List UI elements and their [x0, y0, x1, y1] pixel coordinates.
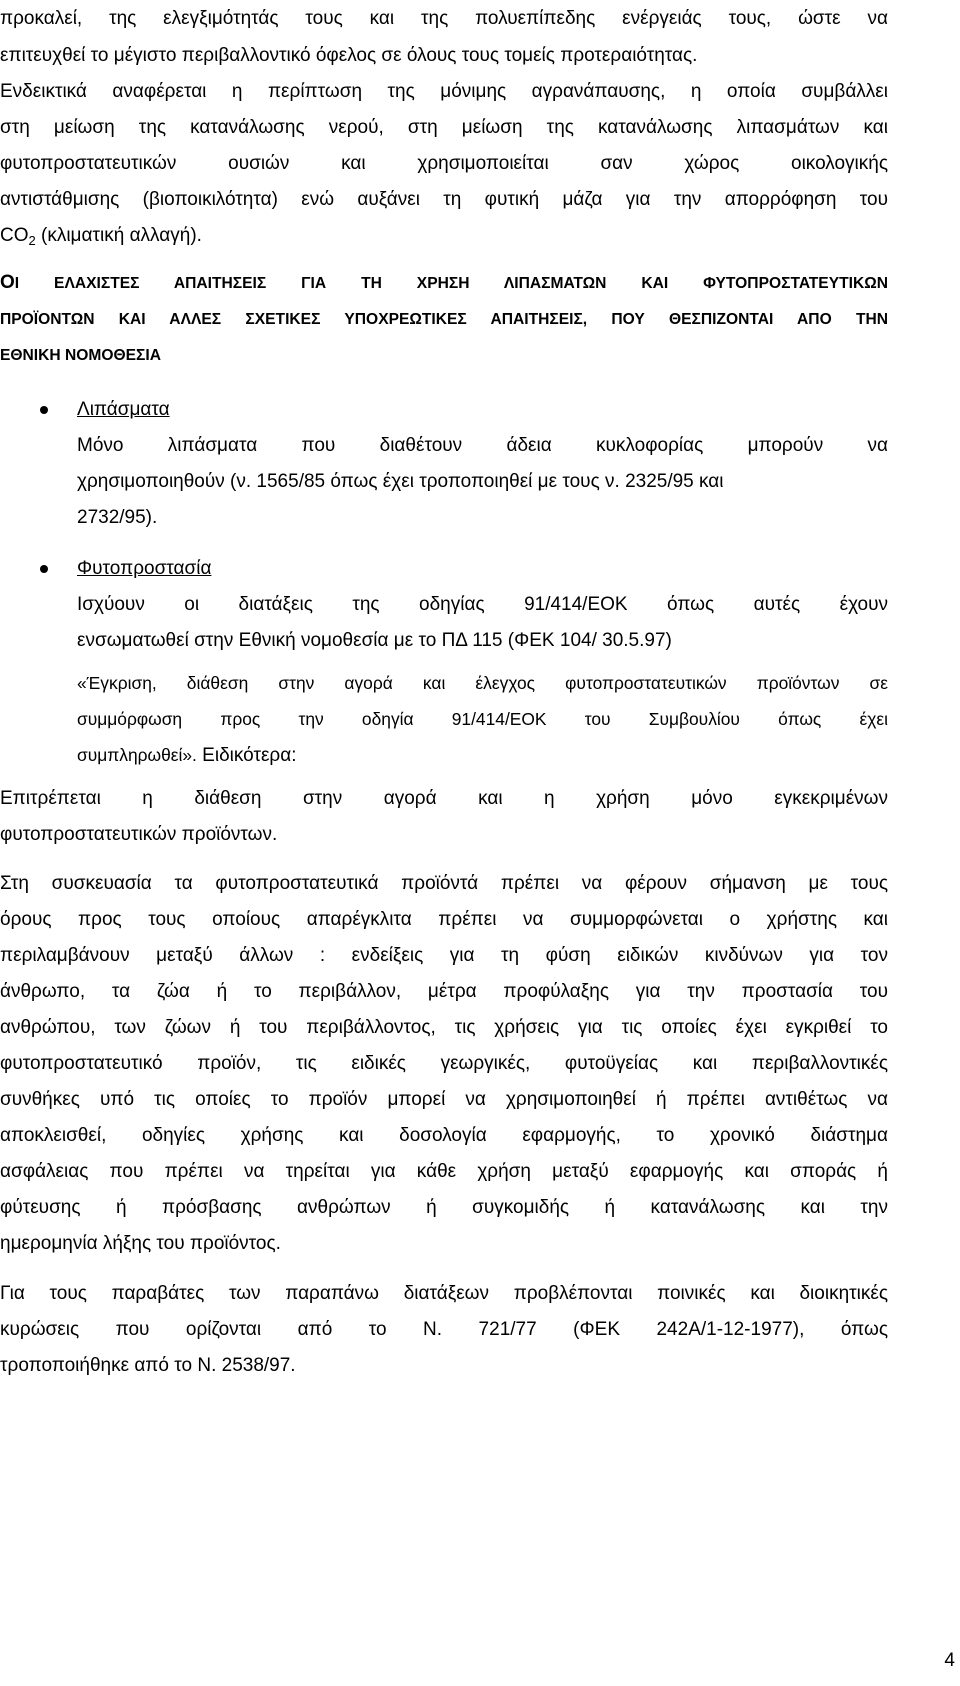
- paragraph-line: αποκλεισθεί, οδηγίες χρήσης και δοσολογία εφαρμογής, το χρονικό διάστημα: [0, 1125, 888, 1146]
- page-number: 4: [944, 1650, 955, 1671]
- heading-line-1: Ι ΕΛΑΧΙΣΤΕΣ ΑΠΑΙΤΗΣΕΙΣ ΓΙΑ ΤΗ ΧΡΗΣΗ ΛΙΠΑΣΜΑΤΩΝ ΚΑΙ ΦΥΤΟΠΡΟΣΤΑΤΕΥΤΙΚΩΝ: [14, 275, 888, 292]
- intro-line: Ενδεικτικά αναφέρεται η περίπτωση της μόνιμης αγρανάπαυσης, η οποία συμβάλλει: [0, 81, 888, 102]
- quote-end: συμπληρωθεί».: [77, 745, 197, 765]
- bullet-title-plant-protection: Φυτοπροστασία: [77, 558, 212, 579]
- co2-subscript: 2: [28, 233, 36, 248]
- bullet-title: [77, 550, 888, 587]
- paragraph-line: άνθρωπο, τα ζώα ή το περιβάλλον, μέτρα προφύλαξης για την προστασία του: [0, 981, 888, 1002]
- intro-last-line: [0, 217, 888, 259]
- bullet-line: ενσωματωθεί στην Εθνική νομοθεσία με το ΠΔ 115 (ΦΕΚ 104/ 30.5.97): [77, 630, 672, 651]
- intro-line: φυτοπροστατευτικών ουσιών και χρησιμοποιείται σαν χώρος οικολογικής: [0, 153, 888, 174]
- paragraph-line: περιλαμβάνουν μεταξύ άλλων : ενδείξεις για τη φύση ειδικών κινδύνων για τον: [0, 945, 888, 966]
- intro-line: προκαλεί, της ελεγξιμότητάς τους και της πολυεπίπεδης ενέργειάς τους, ώστε να: [0, 8, 888, 29]
- section-heading-line: ΠΡΟΪΟΝΤΩΝ ΚΑΙ ΑΛΛΕΣ ΣΧΕΤΙΚΕΣ ΥΠΟΧΡΕΩΤΙΚΕΣ ΑΠΑΙΤΗΣΕΙΣ, ΠΟΥ ΘΕΣΠΙΖΟΝΤΑΙ ΑΠΟ ΤΗΝ: [0, 311, 888, 328]
- bullet-line: 2732/95).: [77, 507, 158, 528]
- intro-line: αντιστάθμισης (βιοποικιλότητα) ενώ αυξάνει τη φυτική μάζα για την απορρόφηση του: [0, 189, 888, 210]
- paragraph-line: ανθρώπου, των ζώων ή του περιβάλλοντος, τις χρήσεις για τις οποίες έχει εγκριθεί το: [0, 1017, 888, 1038]
- section-heading-line: [0, 264, 888, 302]
- paragraph-line: φυτοπροστατευτικών προϊόντων.: [0, 824, 278, 845]
- quote-last-line: [77, 737, 888, 774]
- intro-line: στη μείωση της κατανάλωσης νερού, στη μείωση της κατανάλωσης λιπασμάτων και: [0, 117, 888, 138]
- quote-line: συμμόρφωση προς την οδηγία 91/414/ΕΟΚ του Συμβουλίου όπως έχει: [77, 709, 888, 729]
- paragraph-line: ημερομηνία λήξης του προϊόντος.: [0, 1233, 281, 1254]
- paragraph-line: όρους προς τους οποίους απαρέγκλιτα πρέπει να συμμορφώνεται ο χρήστης και: [0, 909, 888, 930]
- paragraph-line: τροποποιήθηκε από το Ν. 2538/97.: [0, 1355, 296, 1376]
- bullet-line: Μόνο λιπάσματα που διαθέτουν άδεια κυκλοφορίας μπορούν να: [77, 435, 888, 456]
- quote-after: Ειδικότερα:: [196, 745, 297, 766]
- paragraph-line: Για τους παραβάτες των παραπάνω διατάξεων προβλέπονται ποινικές και διοικητικές: [0, 1283, 888, 1304]
- section-heading-line: ΕΘΝΙΚΗ ΝΟΜΟΘΕΣΙΑ: [0, 347, 161, 364]
- paragraph-line: Στη συσκευασία τα φυτοπροστατευτικά προϊόντά πρέπει να φέρουν σήμανση με τους: [0, 873, 888, 894]
- co2-text: CO: [0, 225, 29, 246]
- bullet-icon: [40, 406, 48, 414]
- heading-first-letter: Ο: [0, 272, 15, 293]
- bullet-title: [77, 391, 888, 428]
- quote-line: «Έγκριση, διάθεση στην αγορά και έλεγχος φυτοπροστατευτικών προϊόντων σε: [77, 673, 888, 693]
- bullet-line: χρησιμοποιηθούν (ν. 1565/85 όπως έχει τροποποιηθεί με τους ν. 2325/95 και: [77, 471, 724, 492]
- paragraph-line: συνθήκες υπό τις οποίες το προϊόν μπορεί να χρησιμοποιηθεί ή πρέπει αντιθέτως να: [0, 1089, 888, 1110]
- paragraph-line: φύτευσης ή πρόσβασης ανθρώπων ή συγκομιδής ή κατανάλωσης και την: [0, 1197, 888, 1218]
- co2-suffix: (κλιματική αλλαγή).: [35, 225, 202, 246]
- intro-line: επιτευχθεί το μέγιστο περιβαλλοντικό όφελος σε όλους τους τομείς προτεραιότητας.: [0, 45, 698, 66]
- paragraph-line: φυτοπροστατευτικό προϊόν, τις ειδικές γεωργικές, φυτοϋγείας και περιβαλλοντικές: [0, 1053, 888, 1074]
- paragraph-line: Επιτρέπεται η διάθεση στην αγορά και η χρήση μόνο εγκεκριμένων: [0, 788, 888, 809]
- paragraph-line: ασφάλειας που πρέπει να τηρείται για κάθε χρήση μεταξύ εφαρμογής και σποράς ή: [0, 1161, 888, 1182]
- bullet-icon: [40, 565, 48, 573]
- bullet-title-fertilizers: Λιπάσματα: [77, 399, 170, 420]
- paragraph-line: κυρώσεις που ορίζονται από το Ν. 721/77 (ΦΕΚ 242Α/1-12-1977), όπως: [0, 1319, 888, 1340]
- bullet-line: Ισχύουν οι διατάξεις της οδηγίας 91/414/ΕΟΚ όπως αυτές έχουν: [77, 594, 888, 615]
